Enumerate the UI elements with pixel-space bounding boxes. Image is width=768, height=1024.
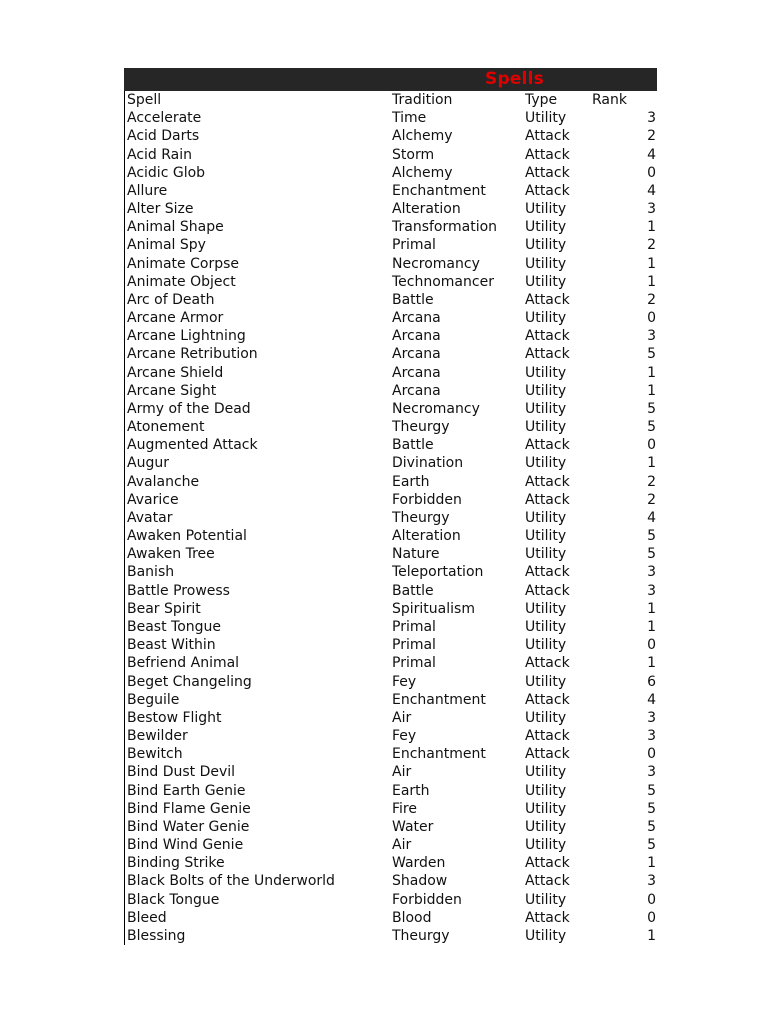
table-row: [125, 654, 657, 672]
cell-tradition: Air: [392, 764, 412, 781]
cell-spell: Arcane Armor: [127, 310, 224, 327]
cell-rank: 5: [647, 346, 656, 363]
cell-rank: 1: [647, 273, 656, 290]
cell-tradition: Warden: [392, 855, 446, 872]
cell-spell: Arcane Lightning: [127, 328, 246, 345]
cell-spell: Avarice: [127, 491, 179, 508]
cell-rank: 5: [647, 800, 656, 817]
cell-rank: 3: [647, 709, 656, 726]
cell-spell: Bind Water Genie: [127, 818, 250, 835]
cell-spell: Arcane Retribution: [127, 346, 258, 363]
cell-tradition: Battle: [392, 582, 434, 599]
cell-tradition: Earth: [392, 473, 430, 490]
column-header-tradition: Tradition: [392, 92, 453, 108]
cell-type: Attack: [525, 873, 570, 890]
cell-spell: Augur: [127, 455, 169, 472]
cell-rank: 1: [647, 255, 656, 272]
cell-tradition: Enchantment: [392, 182, 486, 199]
cell-tradition: Arcana: [392, 346, 441, 363]
table-row: [125, 854, 657, 872]
cell-tradition: Arcana: [392, 364, 441, 381]
cell-spell: Arcane Sight: [127, 382, 217, 399]
cell-spell: Alter Size: [127, 201, 194, 218]
cell-type: Utility: [525, 310, 567, 327]
cell-type: Attack: [525, 182, 570, 199]
cell-type: Attack: [525, 855, 570, 872]
cell-tradition: Arcana: [392, 328, 441, 345]
table-row: [125, 146, 657, 164]
cell-rank: 2: [647, 128, 656, 145]
cell-spell: Beguile: [127, 691, 180, 708]
cell-spell: Beast Tongue: [127, 618, 222, 635]
cell-tradition: Transformation: [392, 219, 498, 236]
cell-rank: 3: [647, 728, 656, 745]
cell-tradition: Enchantment: [392, 691, 486, 708]
cell-type: Attack: [525, 746, 570, 763]
cell-type: Attack: [525, 346, 570, 363]
cell-type: Attack: [525, 582, 570, 599]
table-row: [125, 382, 657, 400]
cell-rank: 3: [647, 564, 656, 581]
cell-spell: Acid Rain: [127, 146, 193, 163]
cell-spell: Atonement: [127, 419, 205, 436]
cell-rank: 5: [647, 528, 656, 545]
table-row: [125, 418, 657, 436]
cell-spell: Acid Darts: [127, 128, 200, 145]
cell-tradition: Primal: [392, 655, 436, 672]
cell-rank: 2: [647, 291, 656, 308]
cell-tradition: Divination: [392, 455, 464, 472]
cell-tradition: Storm: [392, 146, 435, 163]
cell-type: Utility: [525, 600, 567, 617]
cell-rank: 5: [647, 782, 656, 799]
cell-tradition: Arcana: [392, 382, 441, 399]
cell-type: Utility: [525, 673, 567, 690]
cell-spell: Bind Earth Genie: [127, 782, 246, 799]
column-header-spell: Spell: [127, 92, 162, 108]
spreadsheet-page: [124, 68, 657, 945]
cell-type: Utility: [525, 927, 567, 944]
cell-type: Utility: [525, 782, 567, 799]
table-row: [125, 727, 657, 745]
cell-type: Utility: [525, 800, 567, 817]
cell-rank: 0: [647, 746, 656, 763]
table-row: [125, 473, 657, 491]
cell-spell: Animate Corpse: [127, 255, 239, 272]
table-row: [125, 618, 657, 636]
cell-rank: 4: [647, 146, 656, 163]
cell-tradition: Primal: [392, 618, 436, 635]
cell-rank: 3: [647, 328, 656, 345]
table-row: [125, 600, 657, 618]
cell-rank: 5: [647, 400, 656, 417]
cell-rank: 1: [647, 855, 656, 872]
cell-spell: Awaken Tree: [127, 546, 215, 563]
cell-type: Utility: [525, 546, 567, 563]
cell-type: Attack: [525, 909, 570, 926]
cell-type: Attack: [525, 473, 570, 490]
cell-rank: 5: [647, 818, 656, 835]
cell-tradition: Nature: [392, 546, 440, 563]
cell-rank: 1: [647, 655, 656, 672]
cell-tradition: Water: [392, 818, 434, 835]
cell-spell: Banish: [127, 564, 175, 581]
table-row: [125, 218, 657, 236]
cell-tradition: Forbidden: [392, 491, 462, 508]
table-row: [125, 927, 657, 945]
table-row: [125, 436, 657, 454]
cell-tradition: Alchemy: [392, 164, 453, 181]
cell-tradition: Air: [392, 709, 412, 726]
table-row: [125, 818, 657, 836]
cell-type: Utility: [525, 237, 567, 254]
cell-spell: Augmented Attack: [127, 437, 258, 454]
cell-spell: Army of the Dead: [127, 400, 251, 417]
cell-spell: Accelerate: [127, 110, 202, 127]
cell-rank: 6: [647, 673, 656, 690]
table-row: [125, 636, 657, 654]
column-header-type: Type: [525, 92, 558, 108]
cell-spell: Animate Object: [127, 273, 236, 290]
cell-type: Utility: [525, 400, 567, 417]
cell-tradition: Necromancy: [392, 400, 480, 417]
cell-type: Utility: [525, 255, 567, 272]
cell-rank: 3: [647, 110, 656, 127]
cell-rank: 3: [647, 582, 656, 599]
table-row: [125, 563, 657, 581]
cell-type: Utility: [525, 837, 567, 854]
cell-type: Utility: [525, 818, 567, 835]
cell-rank: 0: [647, 164, 656, 181]
cell-rank: 2: [647, 473, 656, 490]
cell-type: Utility: [525, 455, 567, 472]
cell-tradition: Teleportation: [392, 564, 484, 581]
table-row: [125, 745, 657, 763]
cell-type: Attack: [525, 164, 570, 181]
cell-spell: Awaken Potential: [127, 528, 247, 545]
cell-spell: Bind Dust Devil: [127, 764, 236, 781]
cell-type: Attack: [525, 728, 570, 745]
table-row: [125, 400, 657, 418]
cell-rank: 5: [647, 546, 656, 563]
cell-type: Utility: [525, 201, 567, 218]
cell-type: Attack: [525, 564, 570, 581]
cell-type: Utility: [525, 509, 567, 526]
cell-tradition: Fey: [392, 728, 417, 745]
cell-type: Utility: [525, 110, 567, 127]
cell-spell: Beget Changeling: [127, 673, 252, 690]
table-row: [125, 673, 657, 691]
cell-rank: 5: [647, 837, 656, 854]
table-row: [125, 364, 657, 382]
cell-rank: 4: [647, 182, 656, 199]
cell-tradition: Fey: [392, 673, 417, 690]
cell-tradition: Technomancer: [392, 273, 494, 290]
cell-tradition: Alchemy: [392, 128, 453, 145]
cell-type: Attack: [525, 691, 570, 708]
cell-rank: 3: [647, 764, 656, 781]
cell-spell: Binding Strike: [127, 855, 225, 872]
column-header-rank: Rank: [592, 92, 627, 108]
cell-type: Utility: [525, 709, 567, 726]
cell-type: Utility: [525, 364, 567, 381]
cell-type: Utility: [525, 382, 567, 399]
cell-tradition: Enchantment: [392, 746, 486, 763]
cell-rank: 5: [647, 419, 656, 436]
cell-rank: 2: [647, 237, 656, 254]
cell-tradition: Primal: [392, 637, 436, 654]
cell-spell: Allure: [127, 182, 168, 199]
cell-rank: 0: [647, 310, 656, 327]
table-row: [125, 454, 657, 472]
table-row: [125, 691, 657, 709]
cell-spell: Animal Spy: [127, 237, 206, 254]
cell-spell: Black Bolts of the Underworld: [127, 873, 335, 890]
cell-spell: Beast Within: [127, 637, 216, 654]
cell-tradition: Theurgy: [392, 927, 450, 944]
cell-rank: 3: [647, 201, 656, 218]
cell-spell: Battle Prowess: [127, 582, 230, 599]
cell-rank: 1: [647, 364, 656, 381]
cell-spell: Bestow Flight: [127, 709, 222, 726]
cell-rank: 4: [647, 691, 656, 708]
table-row: [125, 309, 657, 327]
table-row: [125, 763, 657, 781]
cell-type: Attack: [525, 491, 570, 508]
table-row: [125, 909, 657, 927]
cell-spell: Bleed: [127, 909, 167, 926]
table-row: [125, 800, 657, 818]
cell-type: Utility: [525, 528, 567, 545]
cell-tradition: Theurgy: [392, 419, 450, 436]
sheet-title: Spells: [485, 69, 544, 89]
cell-tradition: Blood: [392, 909, 432, 926]
table-row: [125, 709, 657, 727]
cell-spell: Bewitch: [127, 746, 183, 763]
table-row: [125, 891, 657, 909]
table-row: [125, 327, 657, 345]
cell-rank: 1: [647, 382, 656, 399]
cell-type: Utility: [525, 891, 567, 908]
table-row: [125, 582, 657, 600]
table-row: [125, 164, 657, 182]
spell-table: [124, 91, 657, 945]
cell-tradition: Alteration: [392, 201, 461, 218]
cell-spell: Arcane Shield: [127, 364, 224, 381]
cell-spell: Bind Flame Genie: [127, 800, 251, 817]
table-row: [125, 782, 657, 800]
cell-type: Attack: [525, 437, 570, 454]
cell-rank: 1: [647, 618, 656, 635]
cell-type: Attack: [525, 291, 570, 308]
cell-type: Utility: [525, 273, 567, 290]
table-row: [125, 291, 657, 309]
cell-rank: 1: [647, 219, 656, 236]
cell-type: Utility: [525, 764, 567, 781]
table-row: [125, 182, 657, 200]
table-row: [125, 255, 657, 273]
cell-type: Utility: [525, 637, 567, 654]
cell-spell: Avalanche: [127, 473, 200, 490]
header-row: [125, 91, 657, 109]
cell-tradition: Time: [392, 110, 427, 127]
cell-spell: Animal Shape: [127, 219, 224, 236]
title-bar: [124, 68, 657, 91]
table-row: [125, 491, 657, 509]
cell-type: Attack: [525, 146, 570, 163]
table-row: [125, 545, 657, 563]
cell-rank: 1: [647, 455, 656, 472]
cell-rank: 0: [647, 909, 656, 926]
cell-tradition: Primal: [392, 237, 436, 254]
cell-tradition: Earth: [392, 782, 430, 799]
cell-tradition: Necromancy: [392, 255, 480, 272]
cell-rank: 0: [647, 437, 656, 454]
table-row: [125, 200, 657, 218]
table-row: [125, 273, 657, 291]
cell-tradition: Battle: [392, 437, 434, 454]
cell-tradition: Shadow: [392, 873, 448, 890]
table-row: [125, 509, 657, 527]
table-row: [125, 345, 657, 363]
cell-spell: Befriend Animal: [127, 655, 240, 672]
cell-spell: Arc of Death: [127, 291, 215, 308]
cell-spell: Blessing: [127, 927, 186, 944]
cell-rank: 1: [647, 927, 656, 944]
cell-tradition: Forbidden: [392, 891, 462, 908]
cell-type: Attack: [525, 128, 570, 145]
cell-spell: Avatar: [127, 509, 173, 526]
cell-rank: 2: [647, 491, 656, 508]
cell-rank: 0: [647, 637, 656, 654]
table-row: [125, 127, 657, 145]
cell-spell: Bind Wind Genie: [127, 837, 244, 854]
table-row: [125, 836, 657, 854]
cell-tradition: Arcana: [392, 310, 441, 327]
cell-tradition: Theurgy: [392, 509, 450, 526]
table-row: [125, 872, 657, 890]
cell-type: Utility: [525, 618, 567, 635]
cell-rank: 3: [647, 873, 656, 890]
table-row: [125, 109, 657, 127]
cell-type: Utility: [525, 419, 567, 436]
cell-tradition: Battle: [392, 291, 434, 308]
cell-spell: Bear Spirit: [127, 600, 201, 617]
cell-rank: 0: [647, 891, 656, 908]
cell-type: Utility: [525, 219, 567, 236]
cell-rank: 1: [647, 600, 656, 617]
cell-tradition: Alteration: [392, 528, 461, 545]
cell-tradition: Spiritualism: [392, 600, 475, 617]
table-row: [125, 527, 657, 545]
cell-spell: Black Tongue: [127, 891, 220, 908]
cell-tradition: Air: [392, 837, 412, 854]
cell-type: Attack: [525, 328, 570, 345]
cell-rank: 4: [647, 509, 656, 526]
table-row: [125, 236, 657, 254]
cell-type: Attack: [525, 655, 570, 672]
cell-spell: Bewilder: [127, 728, 188, 745]
cell-tradition: Fire: [392, 800, 417, 817]
cell-spell: Acidic Glob: [127, 164, 206, 181]
